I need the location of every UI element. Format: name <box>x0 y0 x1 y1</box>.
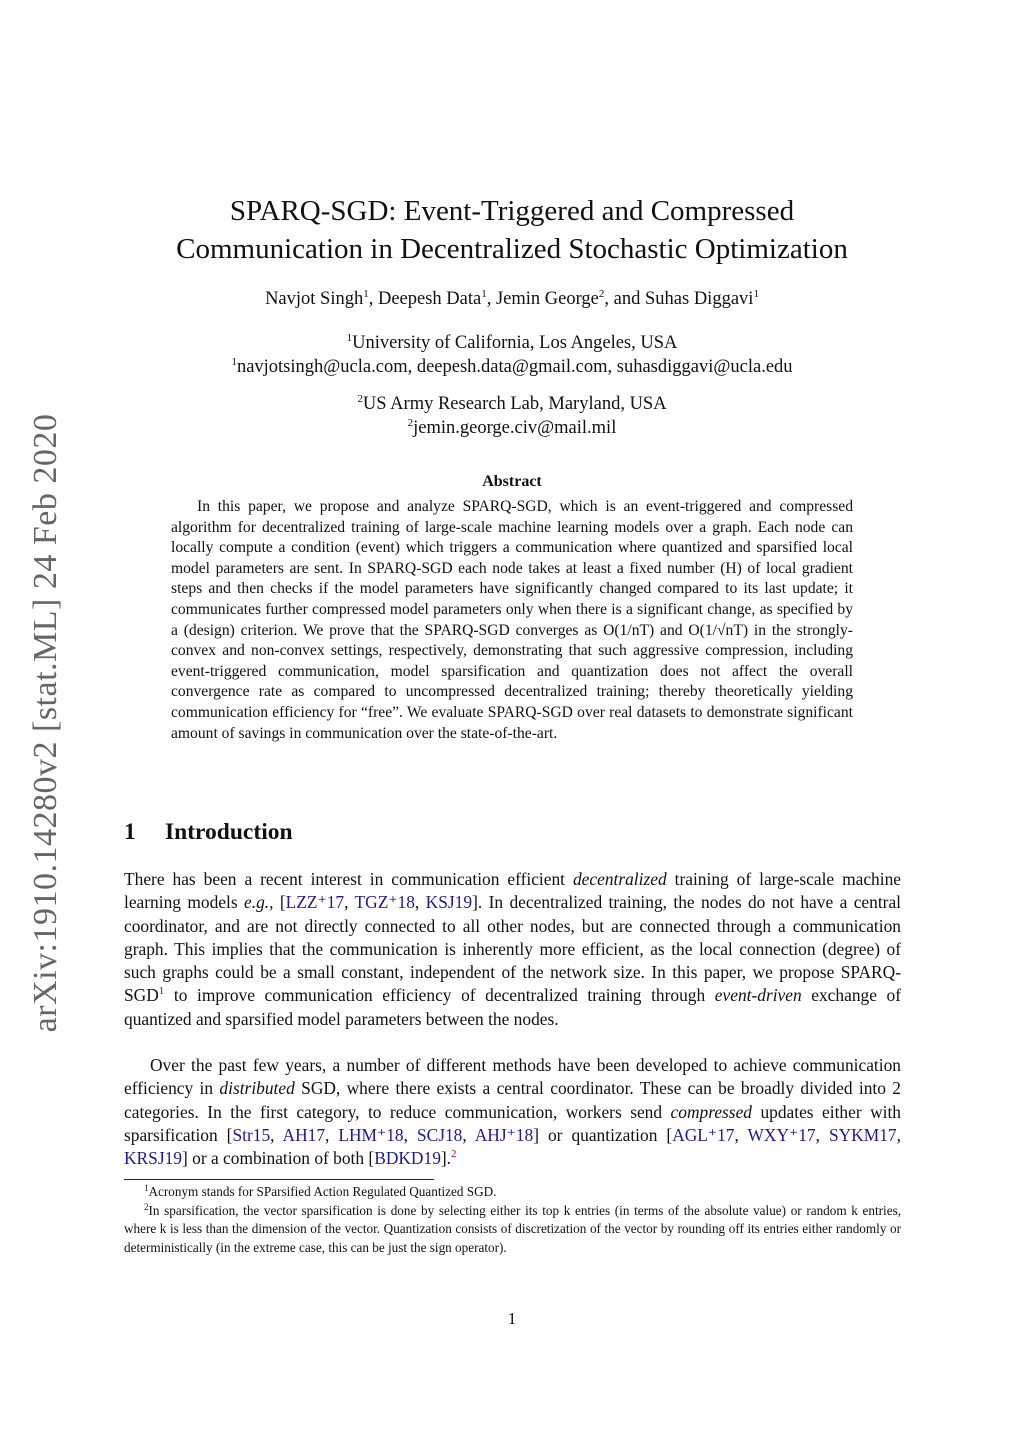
footnote-link-2[interactable]: 2 <box>451 1148 457 1161</box>
citation-link[interactable]: LHM⁺18 <box>338 1124 404 1145</box>
footnote-link-1[interactable]: 1 <box>158 985 165 998</box>
footnote-1-text: Acronym stands for SParsified Action Regulated Quantized SGD. <box>148 1184 497 1199</box>
section-number: 1 <box>124 819 136 845</box>
citation-link[interactable]: KRSJ19 <box>124 1148 182 1169</box>
title-line-2: Communication in Decentralized Stochastic Optimization <box>176 233 848 265</box>
emails-1 <box>100 357 924 378</box>
text-run: updates either with sparsification [ <box>124 1101 901 1145</box>
emails-1-text: navjotsingh@ucla.com, deepesh.data@gmail.com, suhasdiggavi@ucla.edu <box>236 357 793 377</box>
author-4: Suhas Diggavi <box>645 289 754 309</box>
citation-link[interactable]: BDKD19 <box>374 1148 441 1169</box>
author-list: Navjot Singh$^1$, Deepesh Data$^1$, Jemin George$^2$, and Suhas Diggavi$^1$ <box>265 288 759 309</box>
abstract-body: In this paper, we propose and analyze SPARQ-SGD, which is an event-triggered and compressed algorithm for decentralized training of large-scale machine learning models over a graph. Each node can locally compute a condition (event) which triggers a communication where quantized and sparsified local model parameters are sent. In SPARQ-SGD each node takes at least a fixed number (H) of local gradient steps and then checks if the model parameters have significantly changed compared to its last update; it communicates further compressed model parameters only when there is a significant change, as specified by a (design) criterion. We prove that the SPARQ-SGD converges as O(1/nT) and O(1/√nT) in the strongly-convex and non-convex settings, respectively, demonstrating that such aggressive compression, including event-triggered communication, model sparsification and quantization does not affect the overall convergence rate as compared to uncompressed decentralized training; thereby theoretically yielding communication efficiency for “free”. We evaluate SPARQ-SGD over real datasets to demonstrate significant amount of savings in communication over the state-of-the-art. <box>171 498 853 742</box>
text-run: ]. In decentralized training, the nodes do not have a central coordinator, and are not directly connected to all other nodes, but are connected through a communication graph. This implies that the communication is inherently more efficient, as the local connection (degree) of such graphs could be a small constant, independent of the network size. In this paper, we propose SPARQ-SGD <box>124 892 901 1006</box>
text-run: training of large-scale machine learning models <box>124 869 901 913</box>
emphasis: event-driven <box>714 985 802 1006</box>
citation-link[interactable]: AHJ⁺18 <box>474 1124 534 1145</box>
arxiv-stamp-text: arXiv:1910.14280v2 [stat.ML] 24 Feb 2020 <box>27 413 64 1033</box>
emphasis: distributed <box>219 1078 295 1099</box>
citation-link[interactable]: AGL⁺17 <box>672 1124 735 1145</box>
page-number: 1 <box>507 1309 517 1328</box>
author-4-affil: 1 <box>753 288 759 300</box>
text-run: ] or quantization [ <box>533 1124 673 1145</box>
citation-link[interactable]: SCJ18 <box>416 1124 463 1145</box>
paper-title <box>100 192 924 268</box>
emails-2-mark: 2 <box>407 417 414 429</box>
intro-paragraph-2: Over the past few years, a number of different methods have been developed to achieve communication efficiency in distributed SGD, where there exists a central coordinator. These can be broadly divided into 2 categories. In the first category, to reduce communication, workers send compressed updates either with sparsification [Str15, AH17, LHM⁺18, SCJ18, AHJ⁺18] or quantization [AGL⁺17, WXY⁺17, SYKM17, KRSJ19] or a combination of both [BDKD19].$^2$ <box>124 1055 901 1169</box>
footnote-1-mark: 1 <box>144 1183 149 1193</box>
footnote-2-mark: 2 <box>144 1201 149 1212</box>
footnote-divider <box>124 1179 434 1180</box>
text-run: Over the past few years, a number of different methods have been developed to achieve communication efficiency in <box>124 1055 901 1099</box>
author-1: Navjot Singh <box>265 289 364 309</box>
author-2-affil: 1 <box>481 288 487 300</box>
citation-link[interactable]: AH17 <box>282 1124 326 1145</box>
author-1-affil: 1 <box>363 288 369 300</box>
footnote-1 <box>124 1183 901 1202</box>
affiliation-1-mark: 1 <box>346 332 353 344</box>
emails-2 <box>100 418 924 439</box>
abstract-heading: Abstract <box>482 473 542 490</box>
affiliation-1 <box>100 333 924 354</box>
author-and: and <box>613 289 641 309</box>
affiliation-2 <box>100 394 924 415</box>
footnote-2-text: In sparsification, the vector sparsification is done by selecting either its top k entries (in terms of the absolute value) or random k entries, where k is less than the dimension of the vector. Quantization consists of discretization of the vector by rounding off its entries either randomly or deterministically (in the extreme case, this can be just the sign operator). <box>124 1202 901 1255</box>
intro-paragraph-1: There has been a recent interest in communication efficient decentralized training of large-scale machine learning models e.g., [LZZ⁺17, TGZ⁺18, KSJ19]. In decentralized training, the nodes do not have a central coordinator, and are not directly connected to all other nodes, but are connected through a communication graph. This implies that the communication is inherently more efficient, as the local connection (degree) of such graphs could be a small constant, independent of the network size. In this paper, we propose SPARQ-SGD$^1$ to improve communication efficiency of decentralized training through event-driven exchange of quantized and sparsified model parameters between the nodes. <box>124 869 901 1029</box>
affiliation-2-text: US Army Research Lab, Maryland, USA <box>362 394 667 414</box>
footnote-2 <box>124 1202 901 1258</box>
emails-2-text: jemin.george.civ@mail.mil <box>413 418 617 438</box>
citation-link[interactable]: Str15 <box>232 1124 271 1145</box>
emphasis: compressed <box>670 1101 752 1122</box>
author-2: Deepesh Data <box>377 289 482 309</box>
emphasis: e.g., <box>244 892 274 913</box>
text-run: to improve communication efficiency of decentralized training through <box>164 985 715 1006</box>
affiliation-1-text: University of California, Los Angeles, USA <box>352 333 678 353</box>
citation-link[interactable]: WXY⁺17 <box>747 1124 816 1145</box>
affiliation-2-mark: 2 <box>357 393 363 405</box>
text-run: [ <box>273 892 286 913</box>
emails-1-mark: 1 <box>231 356 237 368</box>
text-run: exchange of quantized and sparsified model parameters between the nodes. <box>124 985 901 1029</box>
text-run: ]. <box>440 1148 452 1169</box>
author-3: Jemin George <box>495 289 599 309</box>
citation-link[interactable]: SYKM17 <box>828 1124 897 1145</box>
text-run: There has been a recent interest in communication efficient <box>124 869 573 889</box>
section-title: Introduction <box>165 819 293 845</box>
emphasis: decentralized <box>572 869 667 889</box>
footnotes <box>124 1183 901 1257</box>
author-3-affil: 2 <box>598 288 605 300</box>
citation-link[interactable]: LZZ⁺17 <box>285 892 345 913</box>
text-run: ] or a combination of both [ <box>182 1148 375 1169</box>
citation-link[interactable]: KSJ19 <box>425 892 473 913</box>
title-line-1: SPARQ-SGD: Event-Triggered and Compressed <box>229 195 795 227</box>
section-heading <box>124 819 293 846</box>
citation-link[interactable]: TGZ⁺18 <box>354 892 415 913</box>
text-run: SGD, where there exists a central coordinator. These can be broadly divided into 2 categories. In the first category, to reduce communication, workers send <box>124 1078 901 1122</box>
